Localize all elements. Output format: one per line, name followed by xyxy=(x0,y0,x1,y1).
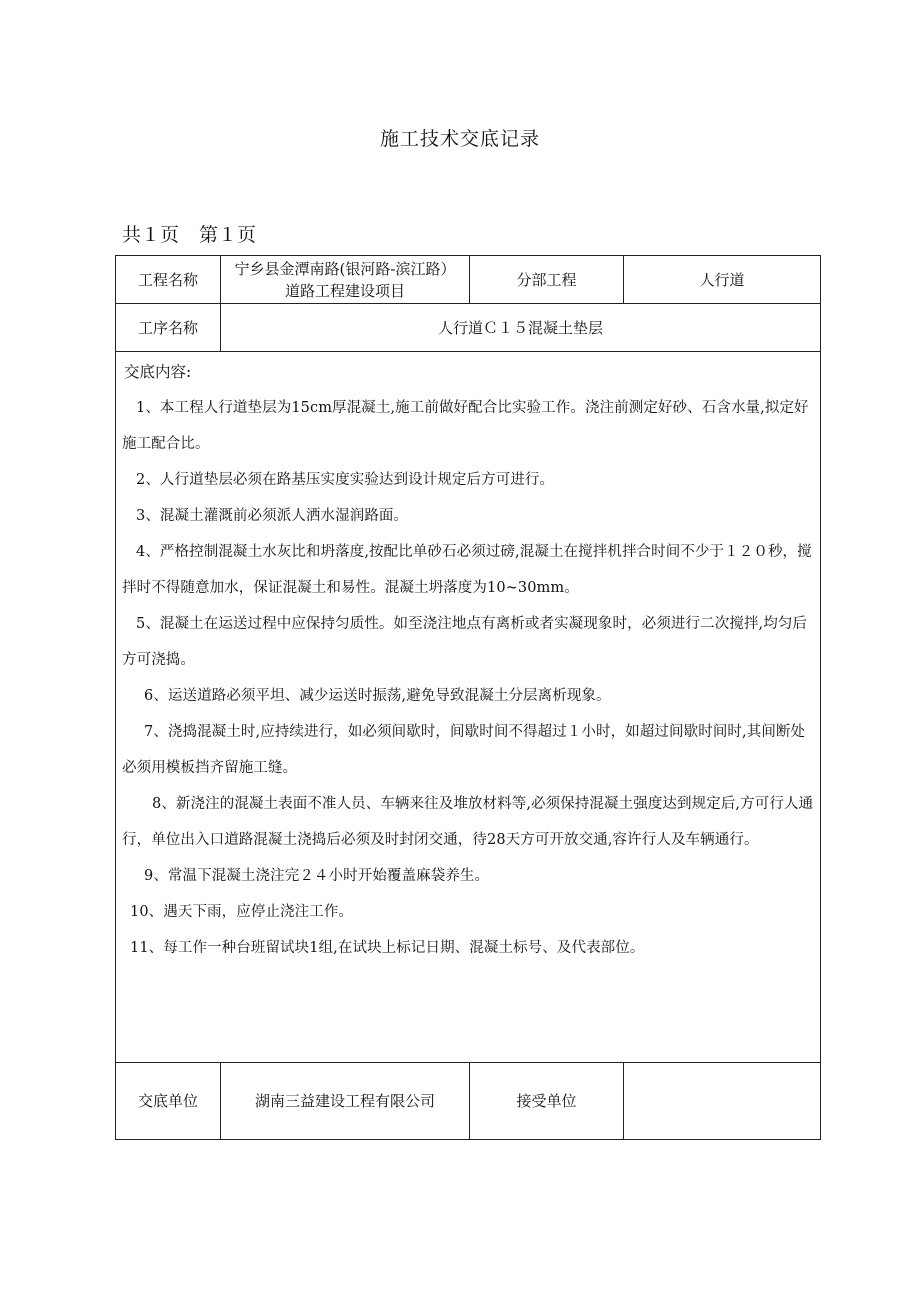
handover-record-table xyxy=(115,255,821,1140)
project-name-line2: 道路工程建设项目 xyxy=(284,281,405,300)
content-item-4: 4、严格控制混凝土水灰比和坍落度,按配比单砂石必须过磅,混凝土在搅拌机拌合时间不少于１２０秒，搅拌时不得随意加水，保证混凝土和易性。混凝土坍落度为10~30mm。 xyxy=(122,544,812,596)
issuer-label: 交底单位 xyxy=(116,1063,221,1140)
content-item-10: 10、遇天下雨，应停止浇注工作。 xyxy=(130,904,354,920)
content-heading: 交底内容: xyxy=(124,363,192,381)
project-name-line1: 宁乡县金潭南路(银河路-滨江路） xyxy=(234,259,456,278)
content-item-11: 11、每工作一种台班留试块1组,在试块上标记日期、混凝土标号、及代表部位。 xyxy=(130,940,645,956)
content-row xyxy=(116,352,821,1063)
process-name-label: 工序名称 xyxy=(116,304,221,352)
footer-row xyxy=(116,1063,821,1140)
content-item-3: 3、混凝土灌溉前必须派人洒水湿润路面。 xyxy=(136,508,409,524)
project-name-label: 工程名称 xyxy=(116,256,221,304)
document-title: 施工技术交底记录 xyxy=(379,128,540,150)
content-item-7: 7、浇捣混凝土时,应持续进行，如必须间歇时，间歇时间不得超过１小时，如超过间歇时间时,其间断处必须用模板挡齐留施工缝。 xyxy=(122,724,806,776)
subdivision-label: 分部工程 xyxy=(470,256,624,304)
content-item-5: 5、混凝土在运送过程中应保持匀质性。如至浇注地点有离析或者实凝现象时，必须进行二次搅拌,均匀后方可浇捣。 xyxy=(122,616,808,668)
content-item-2: 2、人行道垫层必须在路基压实度实验达到设计规定后方可进行。 xyxy=(136,472,555,488)
project-name-value xyxy=(221,256,470,304)
content-item-9: 9、常温下混凝土浇注完２４小时开始覆盖麻袋养生。 xyxy=(144,868,490,884)
page-total: 共１页 xyxy=(122,224,180,246)
receiver-label: 接受单位 xyxy=(470,1063,624,1140)
content-cell xyxy=(116,352,821,1063)
project-row xyxy=(116,256,821,304)
page-current: 第１页 xyxy=(199,224,257,246)
content-item-8: 8、新浇注的混凝土表面不准人员、车辆来往及堆放材料等,必须保持混凝土强度达到规定后,方可行人通行，单位出入口道路混凝土浇捣后必须及时封闭交通，待28天方可开放交通,容许行人及车辆通行。 xyxy=(122,796,814,848)
content-item-6: 6、运送道路必须平坦、减少运送时振荡,避免导致混凝土分层离析现象。 xyxy=(144,688,611,704)
issuer-value: 湖南三益建设工程有限公司 xyxy=(221,1063,470,1140)
subdivision-value: 人行道 xyxy=(624,256,821,304)
process-name-value: 人行道Ｃ１５混凝土垫层 xyxy=(221,304,821,352)
page-info xyxy=(122,220,276,247)
process-row xyxy=(116,304,821,352)
receiver-value xyxy=(624,1063,821,1140)
content-item-1: 1、本工程人行道垫层为15cm厚混凝土,施工前做好配合比实验工作。浇注前测定好砂、石含水量,拟定好施工配合比。 xyxy=(122,400,809,452)
